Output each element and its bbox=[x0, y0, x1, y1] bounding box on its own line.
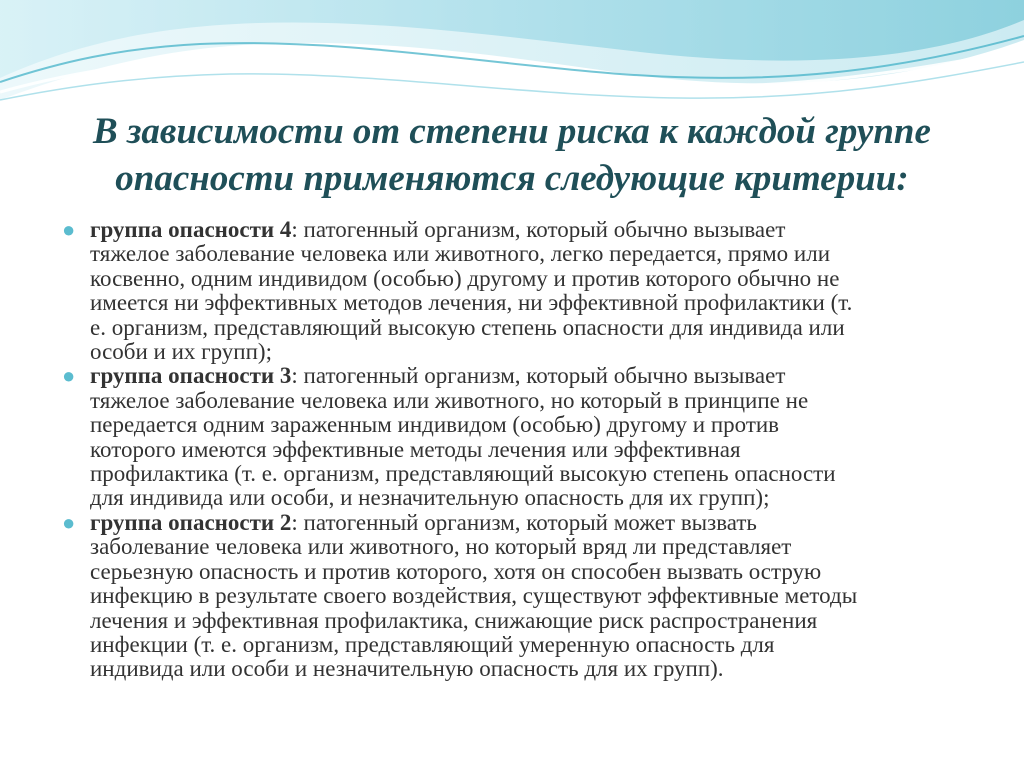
slide-title bbox=[40, 108, 984, 202]
title-line: опасности применяются следующие критерии: bbox=[115, 158, 909, 199]
item-text: передается одним зараженным индивидом (особью) другому и против bbox=[90, 412, 780, 438]
bullet-dot-icon: ● bbox=[62, 217, 76, 242]
bullet-dot-icon: ● bbox=[62, 363, 76, 389]
bullet-dot-icon: ● bbox=[62, 509, 76, 535]
item-text: косвенно, одним индивидом (особью) другому и против которого обычно не bbox=[90, 265, 840, 291]
item-text: : патогенный организм, который может вызвать bbox=[291, 509, 757, 535]
title-line: В зависимости от степени риска к каждой группе bbox=[93, 111, 931, 152]
item-text: имеется ни эффективных методов лечения, ни эффективной профилактики (т. bbox=[90, 290, 853, 316]
item-first-line bbox=[90, 511, 962, 535]
item-text: лечения и эффективная профилактика, снижающие риск распространения bbox=[90, 607, 818, 633]
group-label: группа опасности 3 bbox=[90, 363, 292, 389]
item-text: заболевание человека или животного, но который вряд ли представляет bbox=[90, 534, 792, 560]
item-first-line bbox=[90, 218, 962, 242]
item-text: серьезную опасность и против которого, хотя он способен вызвать острую bbox=[90, 558, 822, 584]
list-item bbox=[62, 364, 962, 510]
item-text: особи и их групп); bbox=[90, 339, 272, 365]
item-text: тяжелое заболевание человека или животного, легко передается, прямо или bbox=[90, 241, 831, 267]
item-text: профилактика (т. е. организм, представляющий высокую степень опасности bbox=[90, 461, 836, 487]
item-text: которого имеются эффективные методы лечения или эффективная bbox=[90, 436, 741, 462]
item-text: е. организм, представляющий высокую степень опасности для индивида или bbox=[90, 314, 845, 340]
item-text: для индивида или особи, и незначительную опасность для их групп); bbox=[90, 485, 770, 511]
item-text: : патогенный организм, который обычно вызывает bbox=[291, 217, 786, 242]
group-label: группа опасности 4 bbox=[90, 217, 292, 242]
list-item bbox=[62, 511, 962, 682]
item-text: тяжелое заболевание человека или животного, но который в принципе не bbox=[90, 387, 809, 413]
list-item bbox=[62, 218, 962, 364]
item-text: : патогенный организм, который обычно вызывает bbox=[291, 363, 786, 389]
wave-banner bbox=[0, 0, 1024, 120]
item-text: инфекцию в результате своего воздействия, существуют эффективные методы bbox=[90, 583, 858, 609]
criteria-list bbox=[62, 218, 962, 682]
group-label: группа опасности 2 bbox=[90, 509, 292, 535]
item-text: инфекции (т. е. организм, представляющий умеренную опасность для bbox=[90, 631, 775, 657]
item-first-line bbox=[90, 364, 962, 388]
item-text: индивида или особи и незначительную опасность для их групп). bbox=[90, 656, 724, 682]
